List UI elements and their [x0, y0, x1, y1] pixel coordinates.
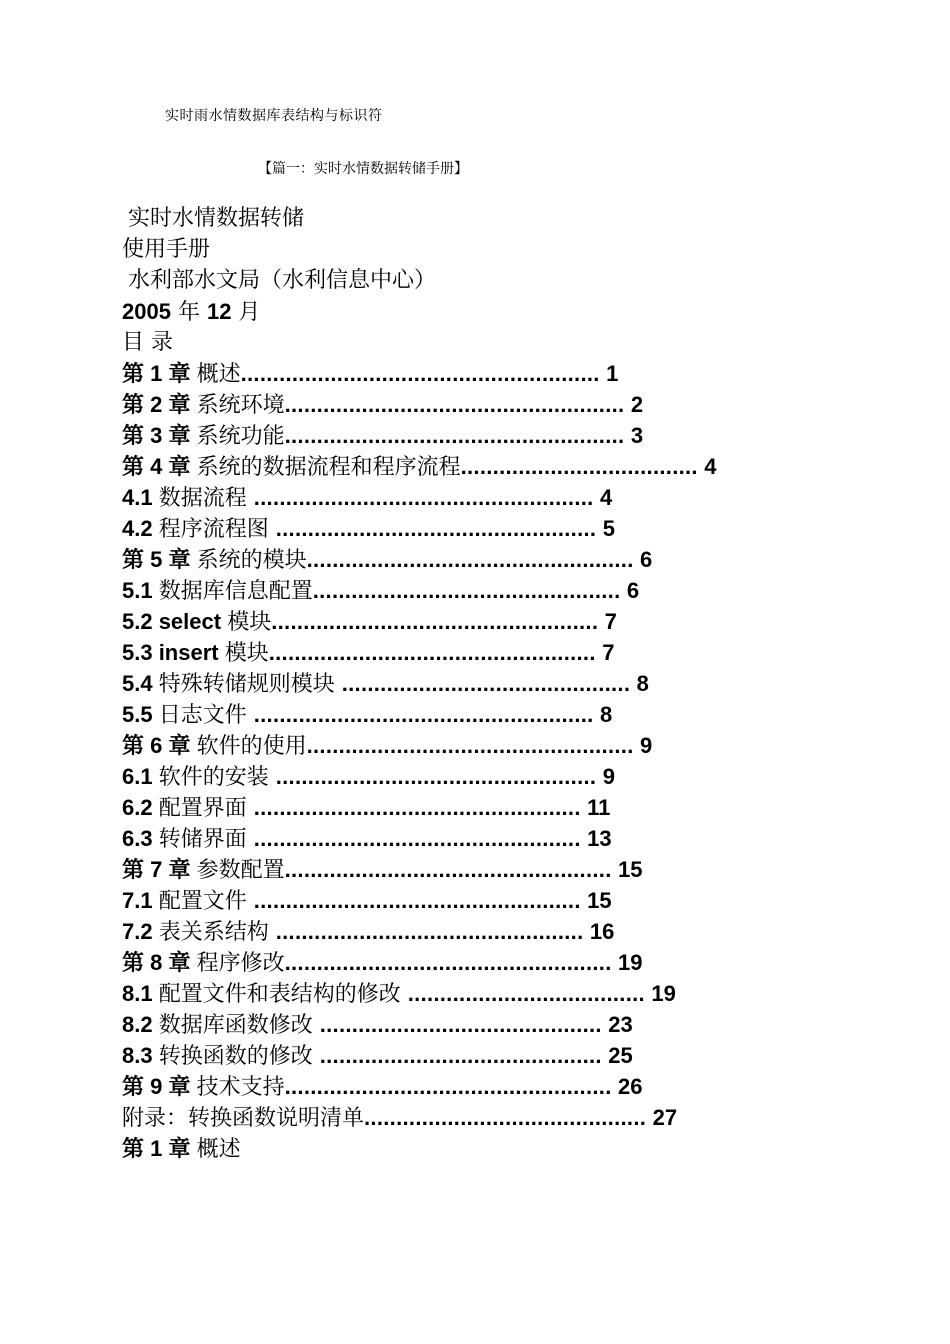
toc-entry[interactable] — [122, 1040, 912, 1071]
toc-entry[interactable] — [122, 575, 912, 606]
toc-entry[interactable] — [122, 854, 912, 885]
toc-entry-label: 系统环境 — [196, 393, 285, 418]
toc-entry-number: 第 1 章 — [122, 361, 197, 386]
toc-entry-page: 23 — [608, 1012, 633, 1037]
toc-entry-page: 11 — [587, 795, 611, 820]
toc-entry-label: 软件的使用 — [196, 734, 307, 759]
toc-entry[interactable] — [122, 916, 912, 947]
toc-entry-number: 7.2 — [122, 919, 159, 944]
toc-entry-label: 技术支持 — [196, 1075, 285, 1100]
toc-entry-page: 7 — [604, 609, 617, 634]
toc-entry-number: 第 2 章 — [122, 392, 197, 417]
toc-entry-leader: ................................................... — [284, 950, 619, 975]
toc-entry-number: 8.1 — [122, 981, 159, 1006]
cover-org: 水利部水文局（水利信息中心） — [128, 268, 437, 293]
toc-entry-page: 26 — [618, 1074, 643, 1099]
toc-entry-leader: ................................................... — [268, 640, 603, 665]
next-chapter-label: 概述 — [196, 1137, 241, 1162]
toc-entry-page: 8 — [636, 671, 649, 696]
toc-entry[interactable] — [122, 513, 912, 544]
toc-entry[interactable] — [122, 885, 912, 916]
cover-subtitle: 使用手册 — [122, 237, 211, 262]
toc-entry-page: 3 — [630, 423, 644, 448]
date-month-unit: 月 — [231, 300, 261, 325]
toc-entry-number: 4.2 — [122, 516, 159, 541]
toc-entry-leader: ..................................................... — [284, 423, 631, 448]
date-month: 12 — [206, 299, 232, 324]
toc-entry-number: 6.2 — [122, 795, 159, 820]
toc-entry-label: 模块 — [227, 610, 272, 635]
toc-entry[interactable] — [122, 668, 912, 699]
toc-entry-leader: ................................................... — [306, 547, 641, 572]
toc-entry[interactable] — [122, 482, 912, 513]
toc-entry-number: 5.4 — [122, 671, 159, 696]
toc-entry-leader: ................................................ — [312, 578, 627, 603]
toc-entry-label: 参数配置 — [196, 858, 285, 883]
toc-entry-leader: ............................................ — [319, 1012, 609, 1037]
toc-entry-leader: ................................................... — [271, 609, 605, 634]
toc-entry[interactable] — [122, 699, 912, 730]
toc-entry-leader: ................................................... — [253, 826, 588, 851]
toc-entry-page: 4 — [599, 485, 613, 510]
toc-entry-label: 数据库函数修改 — [158, 1013, 320, 1038]
date-year-unit: 年 — [170, 300, 207, 325]
toc-entry[interactable] — [122, 420, 912, 451]
toc-entry-number: 第 7 章 — [122, 857, 197, 882]
toc-entry-number: 4.1 — [122, 485, 159, 510]
toc-entry[interactable] — [122, 1009, 912, 1040]
toc-entry-number: 6.1 — [122, 764, 159, 789]
toc-entry-leader: ................................................ — [275, 919, 590, 944]
toc-entry-leader: ................................................... — [284, 1074, 619, 1099]
toc-entry-page: 19 — [651, 981, 676, 1006]
doc-title: 实时雨水情数据库表结构与标识符 — [165, 108, 383, 124]
toc-entry[interactable] — [122, 1071, 912, 1102]
toc-entry-label: 日志文件 — [158, 703, 254, 728]
toc-entry[interactable] — [122, 823, 912, 854]
toc-entry-number: 8.3 — [122, 1043, 159, 1068]
cover-date — [122, 296, 912, 327]
toc-entry[interactable] — [122, 389, 912, 420]
toc-entry[interactable] — [122, 606, 912, 637]
table-of-contents — [122, 358, 912, 1133]
document-body — [122, 203, 912, 1164]
cover-title: 实时水情数据转储 — [128, 206, 305, 231]
toc-entry-leader: ..................................... — [460, 454, 705, 479]
toc-entry-leader: ............................................ — [319, 1043, 609, 1068]
toc-entry-page: 15 — [618, 857, 643, 882]
toc-entry-number: 6.3 — [122, 826, 159, 851]
toc-entry-page: 15 — [587, 888, 612, 913]
toc-entry-leader: ............................................ — [364, 1105, 653, 1130]
toc-entry-page: 27 — [652, 1105, 678, 1130]
toc-entry-page: 4 — [704, 454, 717, 479]
toc-entry-leader: ................................................... — [253, 888, 588, 913]
toc-entry-leader: .................................................. — [275, 516, 603, 541]
toc-entry-number: 第 6 章 — [122, 733, 197, 758]
toc-entry[interactable] — [122, 358, 912, 389]
toc-entry-page: 6 — [626, 578, 640, 603]
toc-entry-label: 系统功能 — [196, 424, 285, 449]
next-chapter-heading — [122, 1133, 912, 1164]
toc-entry-number: 第 8 章 — [122, 950, 197, 975]
toc-entry-leader: ........................................................ — [240, 361, 607, 386]
toc-entry-page: 16 — [589, 919, 615, 944]
toc-entry-page: 5 — [602, 516, 615, 541]
toc-entry-label: 软件的安装 — [158, 765, 276, 790]
toc-entry-page: 1 — [606, 361, 619, 386]
toc-entry-number: 5.1 — [122, 578, 159, 603]
toc-entry-page: 25 — [608, 1043, 633, 1068]
date-year: 2005 — [122, 299, 171, 324]
toc-entry-leader: ................................................... — [284, 857, 619, 882]
toc-entry[interactable] — [122, 792, 912, 823]
toc-entry-label: 数据流程 — [158, 486, 254, 511]
toc-entry-page: 19 — [618, 950, 643, 975]
toc-entry[interactable] — [122, 947, 912, 978]
toc-entry-label: 数据库信息配置 — [158, 579, 313, 604]
toc-entry-label: 转储界面 — [158, 827, 254, 852]
toc-entry-number: 8.2 — [122, 1012, 159, 1037]
toc-entry-label: 系统的数据流程和程序流程 — [196, 455, 461, 480]
toc-entry-label: 程序修改 — [196, 951, 285, 976]
toc-entry-number: 7.1 — [122, 888, 159, 913]
toc-entry-leader: .................................................. — [275, 764, 603, 789]
toc-entry-page: 2 — [630, 392, 644, 417]
toc-entry[interactable] — [122, 637, 912, 668]
toc-entry-label: 模块 — [224, 641, 269, 666]
toc-entry-label: 配置界面 — [158, 796, 254, 821]
toc-entry[interactable] — [122, 544, 912, 575]
toc-entry-page: 8 — [599, 702, 613, 727]
next-chapter-num: 第 1 章 — [122, 1136, 197, 1161]
toc-entry-leader: ..................................... — [407, 981, 652, 1006]
toc-entry-label: 系统的模块 — [196, 548, 307, 573]
section-title: 【篇一：实时水情数据转储手册】 — [258, 161, 468, 177]
toc-entry-label: 表关系结构 — [158, 920, 276, 945]
toc-entry-page: 13 — [587, 826, 612, 851]
toc-entry-label: 概述 — [196, 362, 241, 387]
toc-entry-label: 程序流程图 — [158, 517, 276, 542]
toc-entry-leader: ............................................. — [341, 671, 637, 696]
toc-entry-page: 9 — [602, 764, 615, 789]
toc-entry-label: 附录：转换函数说明清单 — [122, 1106, 365, 1131]
toc-entry-number: 5.3 insert — [122, 640, 225, 665]
toc-entry-number: 5.5 — [122, 702, 159, 727]
toc-entry-page: 9 — [640, 733, 653, 758]
toc-entry-leader: ..................................................... — [284, 392, 631, 417]
toc-entry[interactable] — [122, 1102, 912, 1133]
toc-entry-leader: ..................................................... — [253, 485, 600, 510]
toc-entry-leader: ..................................................... — [253, 702, 600, 727]
toc-entry[interactable] — [122, 451, 912, 482]
toc-entry-leader: ................................................... — [253, 795, 588, 820]
toc-entry-label: 配置文件 — [158, 889, 254, 914]
toc-entry-number: 第 5 章 — [122, 547, 197, 572]
toc-entry-label: 配置文件和表结构的修改 — [158, 982, 408, 1007]
toc-entry-number: 第 9 章 — [122, 1074, 197, 1099]
toc-heading: 目 录 — [122, 330, 173, 355]
toc-entry-page: 7 — [602, 640, 615, 665]
toc-entry[interactable] — [122, 730, 912, 761]
toc-entry[interactable] — [122, 761, 912, 792]
toc-entry[interactable] — [122, 978, 912, 1009]
toc-entry-number: 5.2 select — [122, 609, 228, 634]
toc-entry-label: 转换函数的修改 — [158, 1044, 320, 1069]
toc-entry-number: 第 4 章 — [122, 454, 197, 479]
toc-entry-leader: ................................................... — [306, 733, 641, 758]
toc-entry-page: 6 — [640, 547, 653, 572]
toc-entry-label: 特殊转储规则模块 — [158, 672, 342, 697]
toc-entry-number: 第 3 章 — [122, 423, 197, 448]
